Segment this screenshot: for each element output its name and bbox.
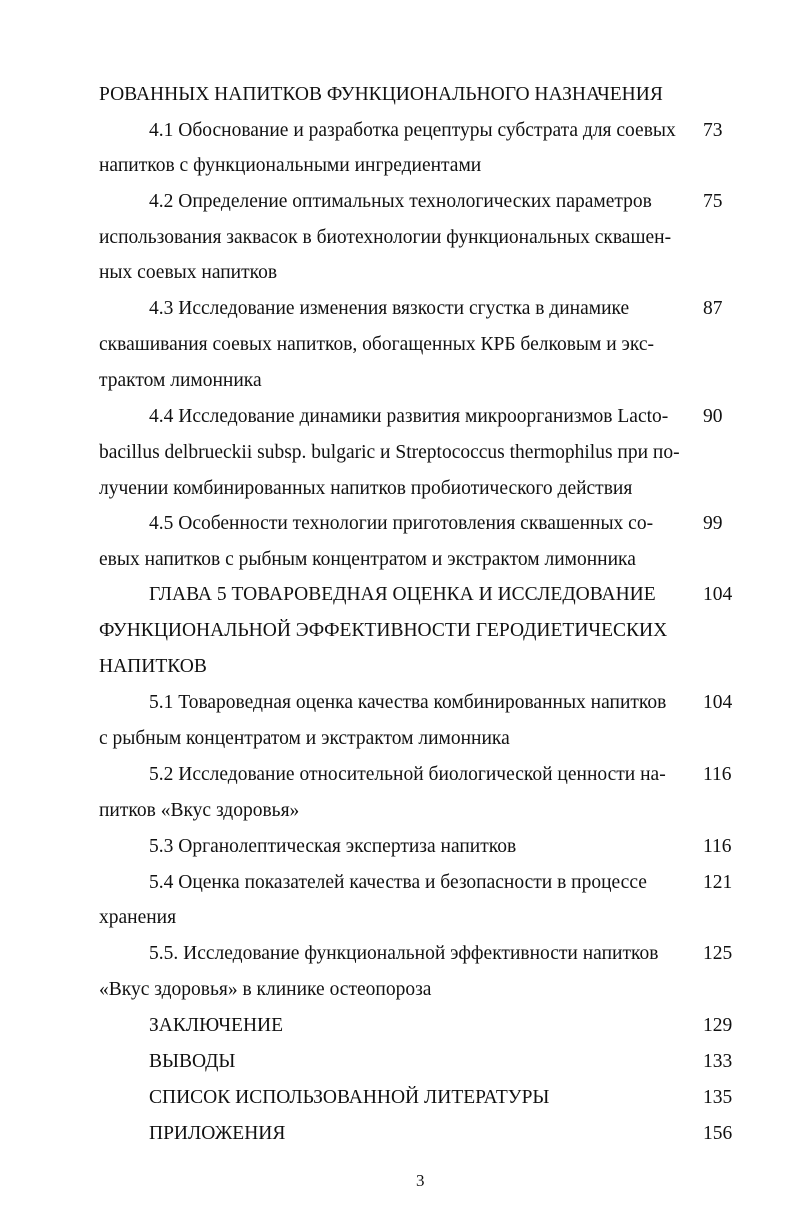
toc-entry-text: сквашивания соевых напитков, обогащенных КРБ белковым и экс- <box>99 334 655 355</box>
toc-entry-text: 4.5 Особенности технологии приготовления сквашенных со- <box>149 513 654 534</box>
toc-entry-page: 135 <box>703 1087 733 1108</box>
toc-entry-text: ПРИЛОЖЕНИЯ <box>149 1123 286 1144</box>
toc-entry-page: 75 <box>703 191 723 212</box>
toc-entry-page: 116 <box>703 836 732 857</box>
toc-entry-page: 104 <box>703 584 733 605</box>
toc-entry-page: 90 <box>703 406 723 427</box>
toc-entry-text: трактом лимонника <box>99 370 262 391</box>
toc-entry-text: ЗАКЛЮЧЕНИЕ <box>149 1015 284 1036</box>
toc-entry-text: питков «Вкус здоровья» <box>99 800 300 821</box>
toc-entry-text: хранения <box>99 907 177 928</box>
toc-entry-page: 87 <box>703 298 723 319</box>
toc-entry-text: 4.2 Определение оптимальных технологических параметров <box>149 191 652 212</box>
toc-entry-text: евых напитков с рыбным концентратом и экстрактом лимонника <box>99 549 636 570</box>
toc-entry-page: 129 <box>703 1015 733 1036</box>
toc-entry-text: НАПИТКОВ <box>99 656 207 677</box>
toc-entry-page: 116 <box>703 764 732 785</box>
toc-entry-text: СПИСОК ИСПОЛЬЗОВАННОЙ ЛИТЕРАТУРЫ <box>149 1087 550 1108</box>
toc-entry-text: 5.2 Исследование относительной биологической ценности на- <box>149 764 666 785</box>
toc-entry-text: использования заквасок в биотехнологии функциональных сквашен- <box>99 227 672 248</box>
toc-entry-page: 104 <box>703 692 733 713</box>
toc-entry-text: ГЛАВА 5 ТОВАРОВЕДНАЯ ОЦЕНКА И ИССЛЕДОВАНИЕ <box>149 584 656 605</box>
toc-entry-page: 125 <box>703 943 733 964</box>
toc-entry-page: 156 <box>703 1123 733 1144</box>
toc-entry-text: ВЫВОДЫ <box>149 1051 236 1072</box>
toc-entry-page: 99 <box>703 513 723 534</box>
toc-entry-text: ФУНКЦИОНАЛЬНОЙ ЭФФЕКТИВНОСТИ ГЕРОДИЕТИЧЕСКИХ <box>99 620 668 641</box>
toc-entry-text: напитков с функциональными ингредиентами <box>99 155 482 176</box>
toc-entry-text: «Вкус здоровья» в клинике остеопороза <box>99 979 432 1000</box>
toc-entry-text: ных соевых напитков <box>99 262 278 283</box>
toc-entry-text: 5.1 Товароведная оценка качества комбинированных напитков <box>149 692 667 713</box>
toc-continuation-line: РОВАННЫХ НАПИТКОВ ФУНКЦИОНАЛЬНОГО НАЗНАЧЕНИЯ <box>99 84 663 105</box>
toc-entry-text: bacillus delbrueckii subsp. bulgaric и Streptococcus thermophilus при по- <box>99 442 680 463</box>
toc-entry-text: с рыбным концентратом и экстрактом лимонника <box>99 728 510 749</box>
page-number: 3 <box>416 1171 425 1190</box>
toc-entry-text: лучении комбинированных напитков пробиотического действия <box>99 478 633 499</box>
toc-entry-text: 4.3 Исследование изменения вязкости сгустка в динамике <box>149 298 630 319</box>
toc-entry-text: 5.5. Исследование функциональной эффективности напитков <box>149 943 659 964</box>
toc-entry-text: 5.3 Органолептическая экспертиза напитков <box>149 836 517 857</box>
toc-entry-text: 4.1 Обоснование и разработка рецептуры субстрата для соевых <box>149 120 676 141</box>
toc-entry-text: 4.4 Исследование динамики развития микроорганизмов Lacto- <box>149 406 669 427</box>
toc-entry-page: 121 <box>703 872 733 893</box>
toc-entry-page: 133 <box>703 1051 733 1072</box>
toc-entry-page: 73 <box>703 120 723 141</box>
toc-entry-text: 5.4 Оценка показателей качества и безопасности в процессе <box>149 872 647 893</box>
